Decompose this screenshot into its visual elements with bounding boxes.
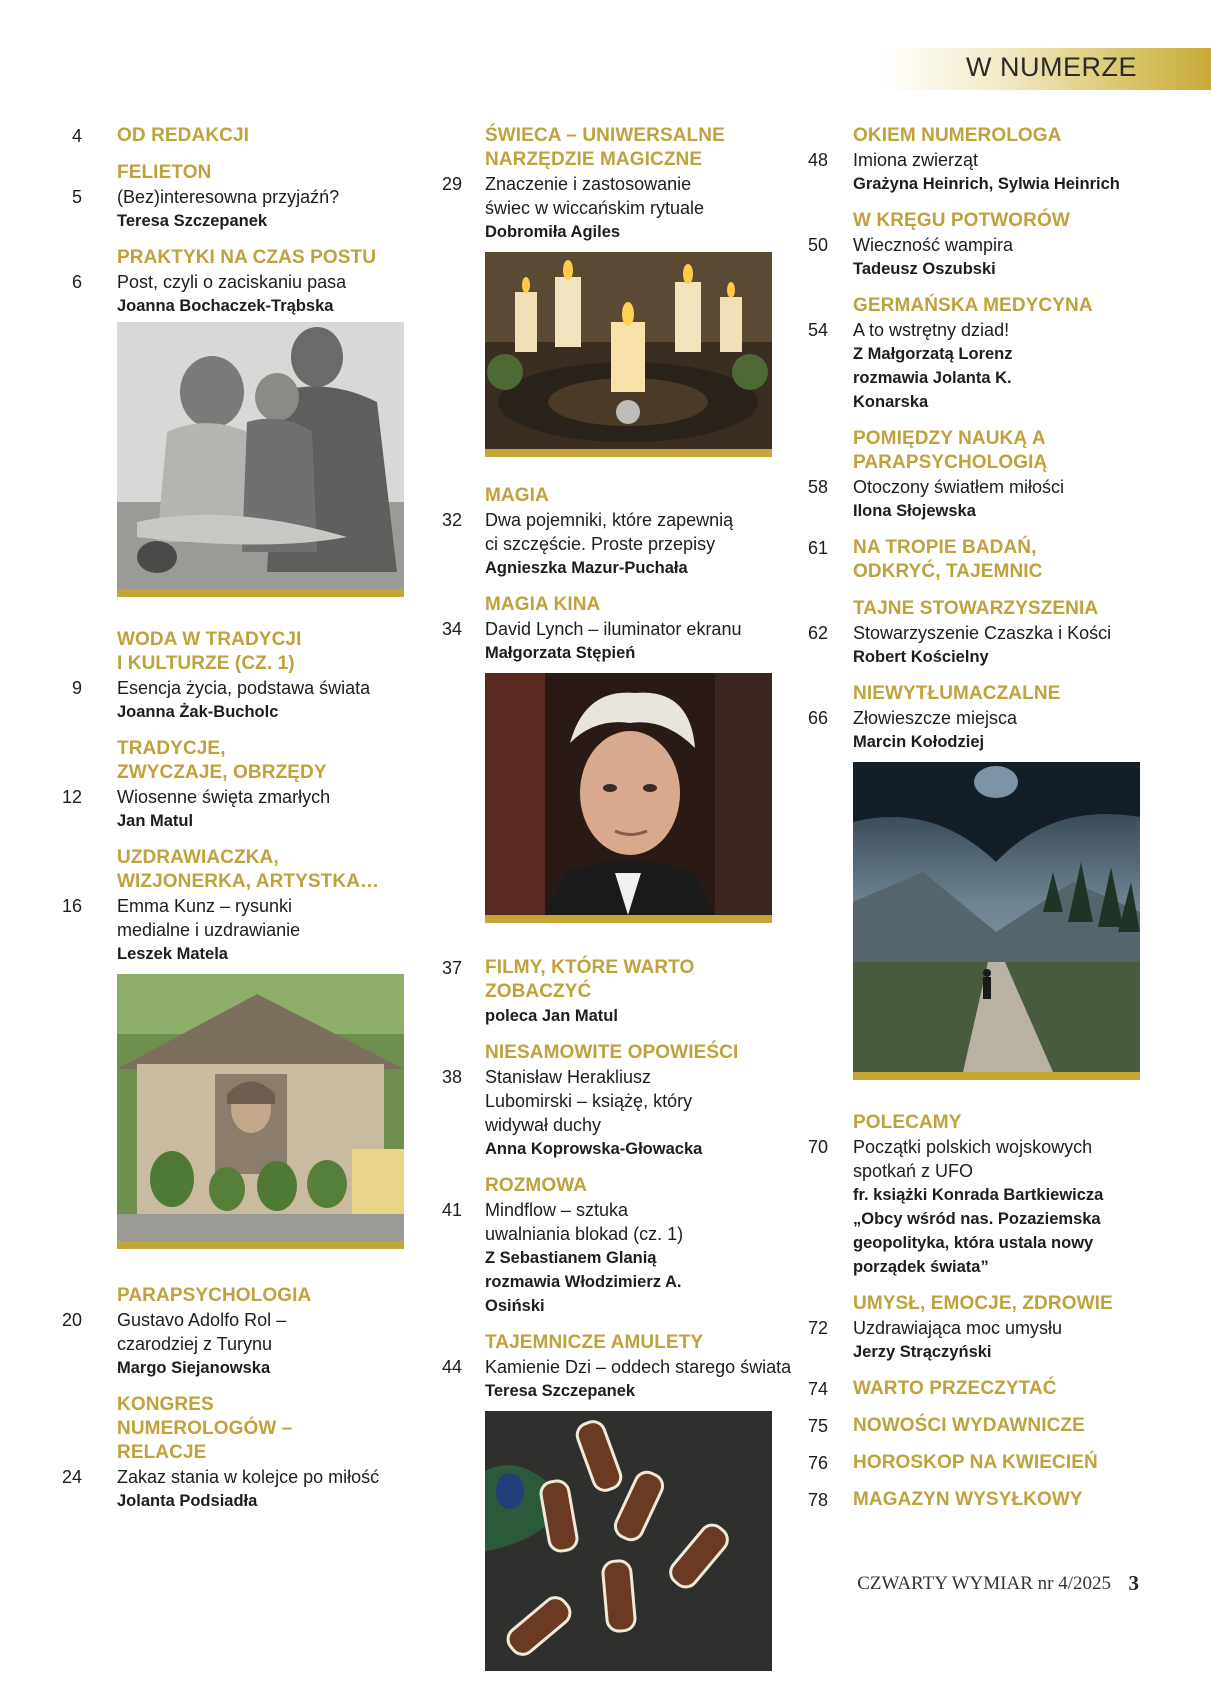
toc-column-3 [790,124,1211,1525]
toc-entry[interactable] [0,124,420,148]
toc-entry[interactable] [790,597,1211,669]
article-title: Imiona zwierząt [853,150,979,170]
article-author: Teresa Szczepanek [485,1382,636,1400]
toc-entry[interactable] [0,1284,420,1380]
section-heading: POLECAMY [853,1112,962,1133]
section-heading: NOWOŚCI WYDAWNICZE [853,1415,1085,1436]
toc-entry[interactable] [790,1414,1211,1438]
article-title: Znaczenie i zastosowanie świec w wiccańskim rytuale [485,174,705,218]
article-author: Jolanta Podsiadła [117,1492,258,1510]
article-author: Leszek Matela [117,945,228,963]
page-number: 62 [807,623,828,643]
page-number: 74 [807,1379,828,1399]
article-author: Joanna Żak-Bucholc [117,703,279,721]
section-heading: ROZMOWA [485,1175,588,1196]
section-heading: ŚWIECA – UNIWERSALNE NARZĘDZIE MAGICZNE [485,125,725,170]
toc-entry[interactable] [0,737,420,833]
article-author: Ilona Słojewska [853,502,976,520]
page-number: 72 [807,1318,828,1338]
toc-entry[interactable] [420,1331,800,1671]
footer-magazine-issue: CZWARTY WYMIAR nr 4/2025 [857,1573,1111,1594]
toc-entry[interactable] [420,1041,800,1161]
toc-entry[interactable] [790,1377,1211,1401]
page-number: 9 [71,678,82,698]
toc-entry[interactable] [790,682,1211,1080]
toc-entry[interactable] [0,846,420,1249]
article-author: Robert Kościelny [853,648,989,666]
article-title: David Lynch – iluminator ekranu [485,619,742,639]
section-heading: UZDRAWIACZKA, WIZJONERKA, ARTYSTKA… [117,847,380,892]
article-title: Złowieszcze miejsca [853,708,1018,728]
section-heading: KONGRES NUMEROLOGÓW – RELACJE [117,1394,293,1463]
page-number: 29 [441,174,462,194]
section-heading: FELIETON [117,162,212,183]
article-title: A to wstrętny dziad! [853,320,1010,340]
article-author: Małgorzata Stępień [485,644,636,662]
toc-entry[interactable] [420,956,800,1028]
section-heading: MAGAZYN WYSYŁKOWY [853,1489,1083,1510]
article-title: Zakaz stania w kolejce po miłość [117,1467,380,1487]
section-heading: OD REDAKCJI [117,125,250,146]
page-number: 41 [441,1200,462,1220]
footer-page-number: 3 [1128,1571,1139,1595]
article-author: Z Sebastianem Glanią rozmawia Włodzimierz A. Osiński [485,1249,682,1315]
section-heading: WODA W TRADYCJI I KULTURZE (CZ. 1) [117,629,302,674]
toc-entry[interactable] [790,1111,1211,1279]
article-author: Tadeusz Oszubski [853,260,996,278]
section-heading: NIEWYTŁUMACZALNE [853,683,1061,704]
toc-entry[interactable] [420,124,800,457]
toc-entry[interactable] [0,628,420,724]
page-number: 32 [441,510,462,530]
dzi-amulets-image [485,1411,772,1671]
article-title: (Bez)interesowna przyjaźń? [117,187,340,207]
page-number: 38 [441,1067,462,1087]
article-title: Emma Kunz – rysunki medialne i uzdrawianie [117,896,301,940]
page-number: 24 [61,1467,82,1487]
article-title: Dwa pojemniki, które zapewnią ci szczęście. Proste przepisy [485,510,734,554]
toc-entry[interactable] [420,1174,800,1318]
article-title: Początki polskich wojskowych spotkań z UFO [853,1137,1093,1181]
section-heading: OKIEM NUMEROLOGA [853,125,1062,146]
section-heading: HOROSKOP NA KWIECIEŃ [853,1452,1098,1473]
toc-entry[interactable] [0,161,420,233]
toc-entry[interactable] [790,1292,1211,1364]
toc-entry[interactable] [420,593,800,923]
article-title: Mindflow – sztuka uwalniania blokad (cz. 1) [485,1200,684,1244]
section-heading: PRAKTYKI NA CZAS POSTU [117,247,377,268]
page-number: 61 [807,538,828,558]
article-author: Z Małgorzatą Lorenz rozmawia Jolanta K. Konarska [853,345,1013,411]
page-number: 4 [71,126,82,146]
page-number: 6 [71,272,82,292]
article-title: Stowarzyszenie Czaszka i Kości [853,623,1112,643]
article-title: Esencja życia, podstawa świata [117,678,371,698]
article-author: Grażyna Heinrich, Sylwia Heinrich [853,175,1120,193]
page-number: 16 [61,896,82,916]
toc-entry[interactable] [790,124,1211,196]
article-title: Kamienie Dzi – oddech starego świata [485,1357,792,1377]
section-heading: WARTO PRZECZYTAĆ [853,1378,1057,1399]
page-number: 58 [807,477,828,497]
page-header-title: W NUMERZE [966,52,1137,82]
toc-entry[interactable] [420,484,800,580]
article-title: Wieczność wampira [853,235,1014,255]
section-heading: GERMAŃSKA MEDYCYNA [853,295,1093,316]
article-author: Anna Koprowska-Głowacka [485,1140,703,1158]
article-author: Joanna Bochaczek-Trąbska [117,297,334,315]
article-title: Wiosenne święta zmarłych [117,787,331,807]
section-heading: PARAPSYCHOLOGIA [117,1285,312,1306]
section-heading: UMYSŁ, EMOCJE, ZDROWIE [853,1293,1113,1314]
toc-entry[interactable] [790,536,1211,584]
section-heading: MAGIA [485,485,549,506]
candles-image [485,252,772,457]
toc-entry[interactable] [0,246,420,597]
page-number: 54 [807,320,828,340]
article-author: Margo Siejanowska [117,1359,271,1377]
emma-kunz-building-image [117,974,404,1249]
page-number: 66 [807,708,828,728]
page-number: 37 [441,958,462,978]
article-title: Otoczony światłem miłości [853,477,1065,497]
page-number: 44 [441,1357,462,1377]
article-author: Teresa Szczepanek [117,212,268,230]
section-heading: FILMY, KTÓRE WARTO ZOBACZYĆ [485,957,695,1002]
article-author: fr. książki Konrada Bartkiewicza „Obcy wśród nas. Pozaziemska geopolityka, która ustala nowy porządek świata” [853,1186,1104,1276]
page-number: 50 [807,235,828,255]
section-heading: NIESAMOWITE OPOWIEŚCI [485,1042,739,1063]
article-author: poleca Jan Matul [485,1007,618,1025]
article-author: Jan Matul [117,812,194,830]
page-number: 76 [807,1453,828,1473]
page-number: 70 [807,1137,828,1157]
page-number: 75 [807,1416,828,1436]
toc-entry[interactable] [790,1488,1211,1512]
article-title: Stanisław Herakliusz Lubomirski – książę, który widywał duchy [485,1067,693,1135]
page-number: 34 [441,619,462,639]
page-number: 5 [71,187,82,207]
toc-entry[interactable] [790,209,1211,281]
toc-column-1 [0,124,420,1526]
monks-engraving-image [117,322,404,597]
page-number: 12 [61,787,82,807]
toc-entry[interactable] [790,427,1211,523]
toc-entry[interactable] [790,294,1211,414]
page-number: 48 [807,150,828,170]
section-heading: TAJEMNICZE AMULETY [485,1332,704,1353]
article-title: Post, czyli o zaciskaniu pasa [117,272,347,292]
section-heading: TRADYCJE, ZWYCZAJE, OBRZĘDY [117,738,327,783]
article-author: Marcin Kołodziej [853,733,985,751]
article-title: Uzdrawiająca moc umysłu [853,1318,1063,1338]
article-author: Dobromiła Agiles [485,223,621,241]
toc-column-2 [420,124,800,1684]
toc-entry[interactable] [0,1393,420,1513]
page-number: 20 [61,1310,82,1330]
toc-entry[interactable] [790,1451,1211,1475]
section-heading: MAGIA KINA [485,594,601,615]
article-author: Jerzy Strączyński [853,1343,992,1361]
article-title: Gustavo Adolfo Rol – czarodziej z Turynu [117,1310,287,1354]
section-heading: W KRĘGU POTWORÓW [853,210,1070,231]
article-author: Agnieszka Mazur-Puchała [485,559,688,577]
misty-road-image [853,762,1140,1080]
david-lynch-portrait-image [485,673,772,923]
page-number: 78 [807,1490,828,1510]
section-heading: TAJNE STOWARZYSZENIA [853,598,1099,619]
section-heading: POMIĘDZY NAUKĄ A PARAPSYCHOLOGIĄ [853,428,1048,473]
section-heading: NA TROPIE BADAŃ, ODKRYĆ, TAJEMNIC [853,537,1043,582]
